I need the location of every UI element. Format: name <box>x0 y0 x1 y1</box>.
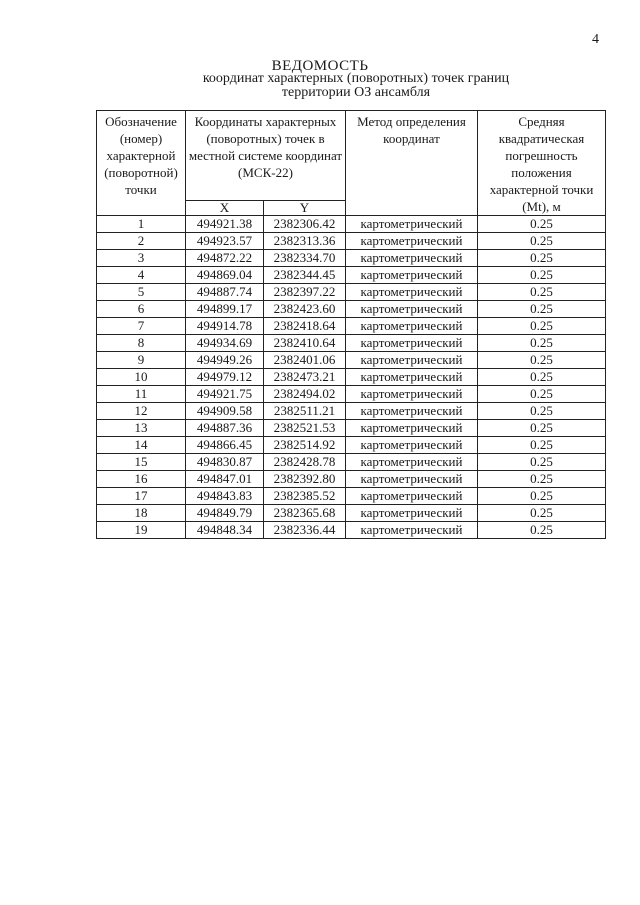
cell-method: картометрический <box>346 250 478 267</box>
cell-method: картометрический <box>346 420 478 437</box>
table-row <box>97 233 606 250</box>
cell-x: 494914.78 <box>186 318 264 335</box>
cell-method: картометрический <box>346 522 478 539</box>
cell-x: 494849.79 <box>186 505 264 522</box>
document-subtitle <box>176 72 536 100</box>
cell-x: 494899.17 <box>186 301 264 318</box>
cell-error: 0.25 <box>478 267 606 284</box>
cell-y: 2382521.53 <box>264 420 346 437</box>
cell-point-number: 3 <box>97 250 186 267</box>
cell-y: 2382306.42 <box>264 216 346 233</box>
cell-method: картометрический <box>346 488 478 505</box>
cell-method: картометрический <box>346 318 478 335</box>
cell-method: картометрический <box>346 386 478 403</box>
cell-method: картометрический <box>346 403 478 420</box>
cell-point-number: 19 <box>97 522 186 539</box>
header-coordinates: Координаты характерных (поворотных) точек в местной системе координат (МСК-22) <box>186 111 346 201</box>
header-method: Метод определения координат <box>346 111 478 216</box>
cell-point-number: 12 <box>97 403 186 420</box>
cell-point-number: 5 <box>97 284 186 301</box>
cell-point-number: 9 <box>97 352 186 369</box>
header-y: Y <box>264 201 346 216</box>
cell-method: картометрический <box>346 335 478 352</box>
cell-y: 2382397.22 <box>264 284 346 301</box>
cell-point-number: 15 <box>97 454 186 471</box>
cell-point-number: 8 <box>97 335 186 352</box>
cell-method: картометрический <box>346 437 478 454</box>
cell-y: 2382392.80 <box>264 471 346 488</box>
table-row <box>97 284 606 301</box>
cell-x: 494909.58 <box>186 403 264 420</box>
table-row <box>97 267 606 284</box>
cell-x: 494848.34 <box>186 522 264 539</box>
table-row <box>97 505 606 522</box>
cell-x: 494949.26 <box>186 352 264 369</box>
table-row <box>97 420 606 437</box>
document-title: ВЕДОМОСТЬ <box>271 58 369 74</box>
table-row <box>97 471 606 488</box>
cell-method: картометрический <box>346 216 478 233</box>
cell-point-number: 7 <box>97 318 186 335</box>
cell-method: картометрический <box>346 267 478 284</box>
table-body <box>97 216 606 539</box>
cell-method: картометрический <box>346 471 478 488</box>
cell-x: 494921.75 <box>186 386 264 403</box>
cell-x: 494887.36 <box>186 420 264 437</box>
cell-method: картометрический <box>346 454 478 471</box>
cell-error: 0.25 <box>478 233 606 250</box>
cell-y: 2382514.92 <box>264 437 346 454</box>
table-row <box>97 352 606 369</box>
cell-x: 494979.12 <box>186 369 264 386</box>
cell-error: 0.25 <box>478 318 606 335</box>
cell-point-number: 16 <box>97 471 186 488</box>
cell-x: 494866.45 <box>186 437 264 454</box>
cell-y: 2382313.36 <box>264 233 346 250</box>
cell-point-number: 6 <box>97 301 186 318</box>
cell-y: 2382365.68 <box>264 505 346 522</box>
cell-x: 494830.87 <box>186 454 264 471</box>
table-row <box>97 386 606 403</box>
header-x: X <box>186 201 264 216</box>
cell-error: 0.25 <box>478 216 606 233</box>
cell-error: 0.25 <box>478 284 606 301</box>
cell-y: 2382418.64 <box>264 318 346 335</box>
table-row <box>97 403 606 420</box>
cell-x: 494872.22 <box>186 250 264 267</box>
cell-y: 2382344.45 <box>264 267 346 284</box>
cell-error: 0.25 <box>478 420 606 437</box>
table-row <box>97 437 606 454</box>
table-row <box>97 369 606 386</box>
table-row <box>97 250 606 267</box>
cell-method: картометрический <box>346 284 478 301</box>
table-row <box>97 488 606 505</box>
coordinates-table <box>96 110 606 539</box>
cell-error: 0.25 <box>478 369 606 386</box>
cell-error: 0.25 <box>478 522 606 539</box>
cell-error: 0.25 <box>478 301 606 318</box>
header-point-designation: Обозначение (номер) характерной (поворотной) точки <box>97 111 186 216</box>
subtitle-line-1: координат характерных (поворотных) точек границ <box>202 71 510 86</box>
cell-x: 494869.04 <box>186 267 264 284</box>
table-header <box>97 111 606 216</box>
cell-error: 0.25 <box>478 352 606 369</box>
cell-y: 2382334.70 <box>264 250 346 267</box>
cell-error: 0.25 <box>478 454 606 471</box>
table-row <box>97 301 606 318</box>
cell-point-number: 11 <box>97 386 186 403</box>
table-row <box>97 318 606 335</box>
subtitle-line-2: территории ОЗ ансамбля <box>281 85 431 100</box>
cell-point-number: 4 <box>97 267 186 284</box>
cell-y: 2382423.60 <box>264 301 346 318</box>
cell-y: 2382336.44 <box>264 522 346 539</box>
cell-x: 494843.83 <box>186 488 264 505</box>
cell-point-number: 10 <box>97 369 186 386</box>
cell-y: 2382401.06 <box>264 352 346 369</box>
cell-point-number: 2 <box>97 233 186 250</box>
cell-point-number: 18 <box>97 505 186 522</box>
cell-method: картометрический <box>346 369 478 386</box>
cell-error: 0.25 <box>478 505 606 522</box>
cell-x: 494923.57 <box>186 233 264 250</box>
cell-point-number: 17 <box>97 488 186 505</box>
cell-y: 2382511.21 <box>264 403 346 420</box>
header-error: Средняя квадратическая погрешность положения характерной точки (Mt), м <box>478 111 606 216</box>
cell-error: 0.25 <box>478 437 606 454</box>
cell-error: 0.25 <box>478 488 606 505</box>
cell-x: 494887.74 <box>186 284 264 301</box>
cell-y: 2382428.78 <box>264 454 346 471</box>
cell-point-number: 1 <box>97 216 186 233</box>
cell-error: 0.25 <box>478 403 606 420</box>
cell-x: 494934.69 <box>186 335 264 352</box>
cell-y: 2382385.52 <box>264 488 346 505</box>
cell-method: картометрический <box>346 505 478 522</box>
cell-y: 2382410.64 <box>264 335 346 352</box>
table-row <box>97 522 606 539</box>
cell-point-number: 14 <box>97 437 186 454</box>
table-row <box>97 335 606 352</box>
cell-method: картометрический <box>346 352 478 369</box>
cell-y: 2382494.02 <box>264 386 346 403</box>
cell-method: картометрический <box>346 301 478 318</box>
cell-error: 0.25 <box>478 335 606 352</box>
cell-x: 494847.01 <box>186 471 264 488</box>
cell-error: 0.25 <box>478 471 606 488</box>
cell-x: 494921.38 <box>186 216 264 233</box>
cell-error: 0.25 <box>478 250 606 267</box>
cell-method: картометрический <box>346 233 478 250</box>
table-row <box>97 454 606 471</box>
cell-y: 2382473.21 <box>264 369 346 386</box>
page-number: 4 <box>592 32 599 47</box>
table-row <box>97 216 606 233</box>
cell-point-number: 13 <box>97 420 186 437</box>
cell-error: 0.25 <box>478 386 606 403</box>
